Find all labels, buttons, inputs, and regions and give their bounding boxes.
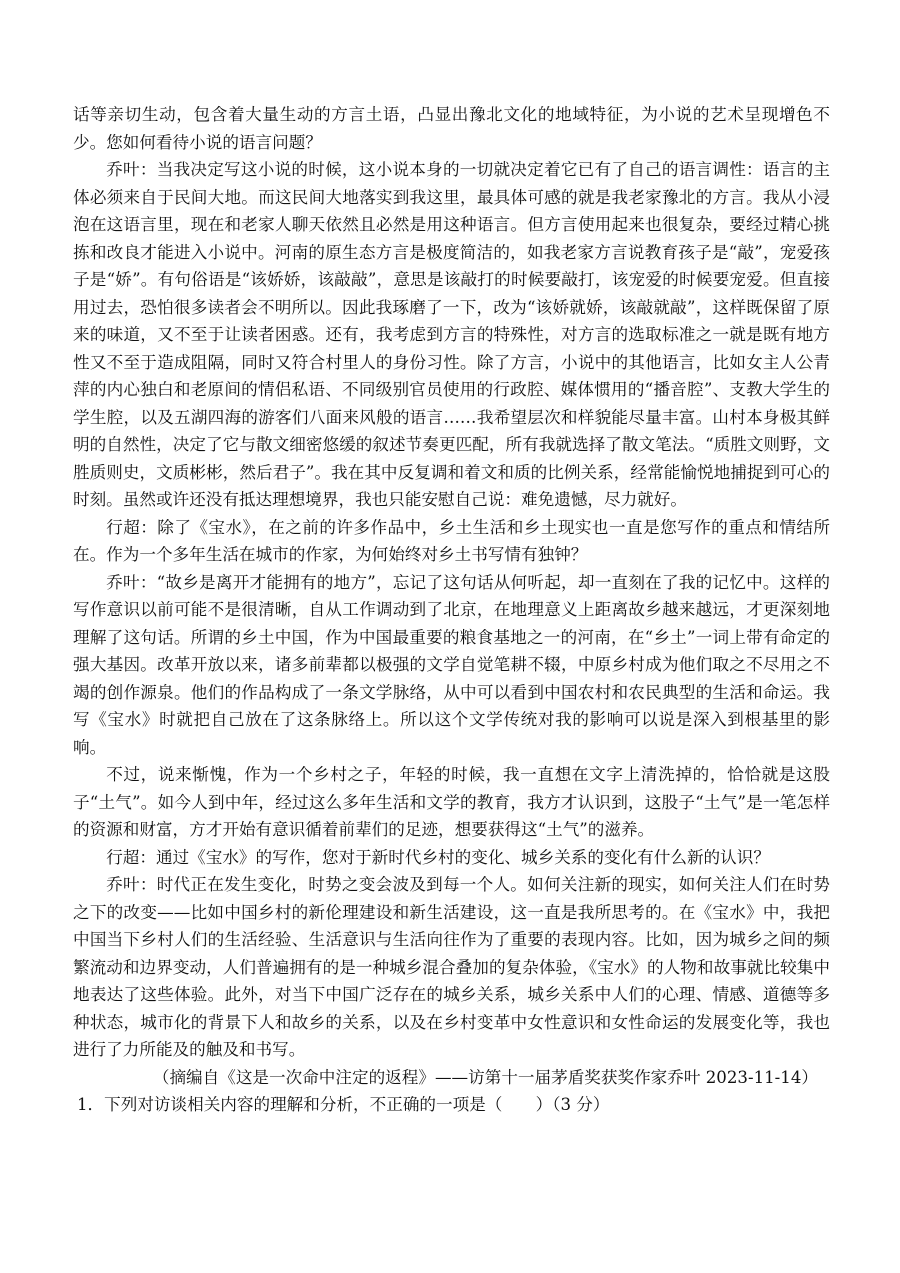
paragraph-xingchao-question-change: 行超：通过《宝水》的写作，您对于新时代乡村的变化、城乡关系的变化有什么新的认识？ [106, 847, 770, 867]
paragraph-tuqi: 不过，说来惭愧，作为一个乡村之子，年轻的时候，我一直想在文字上清洗掉的，恰恰就是这股子“土气”。如今人到中年，经过这么多年生活和文学的教育，我方才认识到，这股子“土气”是一笔怎样的资源和财富，方才开始有意识循着前辈们的足迹，想要获得这“土气”的滋养。 [73, 765, 830, 839]
paragraph-xingchao-question-rural: 行超：除了《宝水》，在之前的许多作品中，乡土生活和乡土现实也一直是您写作的重点和情结所在。作为一个多年生活在城市的作家，为何始终对乡土书写情有独钟？ [73, 517, 830, 564]
paragraph-qiaoye-hometown: 乔叶：“故乡是离开才能拥有的地方”，忘记了这句话从何听起，却一直刻在了我的记忆中。这样的写作意识以前可能不是很清晰，自从工作调动到了北京，在地理意义上距离故乡越来越远，才更深刻地理解了这句话。所谓的乡土中国，作为中国最重要的粮食基地之一的河南，在“乡土”一词上带有命定的强大基因。改革开放以来，诸多前辈都以极强的文学自觉笔耕不辍，中原乡村成为他们取之不尽用之不竭的创作源泉。他们的作品构成了一条文学脉络，从中可以看到中国农村和农民典型的生活和命运。我写《宝水》时就把自己放在了这条脉络上。所以这个文学传统对我的影响可以说是深入到根基里的影响。 [73, 572, 830, 757]
paragraph-qiaoye-era: 乔叶：时代正在发生变化，时势之变会波及到每一个人。如何关注新的现实，如何关注人们在时势之下的改变——比如中国乡村的新伦理建设和新生活建设，这一直是我所思考的。在《宝水》中，我把中国当下乡村人们的生活经验、生活意识与生活向往作为了重要的表现内容。比如，因为城乡之间的频繁流动和边界变动，人们普遍拥有的是一种城乡混合叠加的复杂体验，《宝水》的人物和故事就比较集中地表达了这些体验。此外，对当下中国广泛存在的城乡关系，城乡关系中人们的心理、情感、道德等多种状态，城市化的背景下人和故乡的关系，以及在乡村变革中女性意识和女性命运的发展变化等，我也进行了力所能及的触及和书写。 [73, 875, 830, 1059]
paragraph-intro-continued: 话等亲切生动，包含着大量生动的方言土语，凸显出豫北文化的地域特征，为小说的艺术呈现增色不少。您如何看待小说的语言问题？ [73, 105, 830, 152]
paragraph-qiaoye-language: 乔叶：当我决定写这小说的时候，这小说本身的一切就决定着它已有了自己的语言调性：语言的主体必须来自于民间大地。而这民间大地落实到我这里，最具体可感的就是我老家豫北的方言。我从小浸泡在这语言里，现在和老家人聊天依然且必然是用这种语言。但方言使用起来也很复杂，要经过精心挑拣和改良才能进入小说中。河南的原生态方言是极度简洁的，如我老家方言说教育孩子是“敲”，宠爱孩子是“娇”。有句俗语是“该娇娇，该敲敲”，意思是该敲打的时候要敲打，该宠爱的时候要宠爱。但直接用过去，恐怕很多读者会不明所以。因此我琢磨了一下，改为“该娇就娇，该敲就敲”，这样既保留了原来的味道，又不至于让读者困惑。还有，我考虑到方言的特殊性，对方言的选取标准之一就是既有地方性又不至于造成阻隔，同时又符合村里人的身份习性。除了方言，小说中的其他语言，比如女主人公青萍的内心独白和老原间的情侣私语、不同级别官员使用的行政腔、媒体惯用的“播音腔”、支教大学生的学生腔，以及五湖四海的游客们八面来风般的语言……我希望层次和样貌能尽量丰富。山村本身极其鲜明的自然性，决定了它与散文细密悠缓的叙述节奏更匹配，所有我就选择了散文笔法。“质胜文则野，文胜质则史，文质彬彬，然后君子”。我在其中反复调和着文和质的比例关系，经常能愉悦地捕捉到可心的时刻。虽然或许还没有抵达理想境界，我也只能安慰自己说：难免遗憾，尽力就好。 [73, 160, 830, 509]
source-citation: （摘编自《这是一次命中注定的返程》——访第十一届茅盾奖获奖作家乔叶 2023-11-14） [152, 1067, 818, 1087]
question-1: 1．下列对访谈相关内容的理解和分析，不正确的一项是（ ）（3 分） [77, 1095, 610, 1114]
